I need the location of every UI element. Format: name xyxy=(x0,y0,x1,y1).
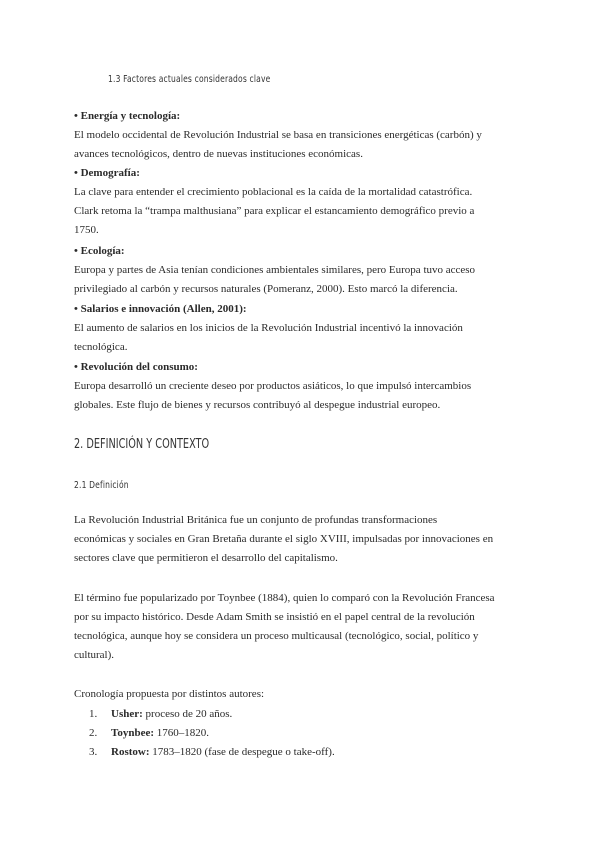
list-author: Usher: xyxy=(111,708,143,720)
paragraph-toynbee xyxy=(74,589,534,665)
text-line: privilegiado al carbón y recursos naturales (Pomeranz, 2000). Esto marcó la diferencia. xyxy=(74,283,458,295)
section-heading-2: 2. DEFINICIÓN Y CONTEXTO xyxy=(74,436,210,452)
list-author: Rostow: xyxy=(111,746,150,758)
bullet-text-salarios xyxy=(74,319,534,357)
chronology-intro: Cronología propuesta por distintos autores: xyxy=(74,688,265,700)
list-item xyxy=(89,724,335,743)
bullet-title-consumo: • Revolución del consumo: xyxy=(74,361,198,373)
text-line: avances tecnológicos, dentro de nuevas instituciones económicas. xyxy=(74,148,363,160)
text-line: económicas y sociales en Gran Bretaña durante el siglo XVIII, impulsadas por innovaciones en xyxy=(74,533,494,545)
list-number: 3. xyxy=(89,746,98,758)
text-line: El aumento de salarios en los inicios de la Revolución Industrial incentivó la innovación xyxy=(74,322,463,334)
section-heading-1-3: 1.3 Factores actuales considerados clave xyxy=(108,74,271,85)
list-item xyxy=(89,743,335,762)
text-line: por su impacto histórico. Desde Adam Smith se insistió en el papel central de la revolución xyxy=(74,611,475,623)
bullet-text-demografia xyxy=(74,183,534,240)
text-line: El modelo occidental de Revolución Industrial se basa en transiciones energéticas (carbón) y xyxy=(74,129,482,141)
text-line: cultural). xyxy=(74,649,115,661)
text-line: Europa y partes de Asia tenían condiciones ambientales similares, pero Europa tuvo acceso xyxy=(74,264,476,276)
text-line: 1750. xyxy=(74,224,99,236)
bullet-title-salarios: • Salarios e innovación (Allen, 2001): xyxy=(74,303,247,315)
list-number: 1. xyxy=(89,708,98,720)
list-author: Toynbee: xyxy=(111,727,154,739)
text-line: La Revolución Industrial Británica fue un conjunto de profundas transformaciones xyxy=(74,514,438,526)
text-line: Clark retoma la “trampa malthusiana” para explicar el estancamiento demográfico previo a xyxy=(74,205,475,217)
bullet-text-energia xyxy=(74,126,534,164)
list-number: 2. xyxy=(89,727,98,739)
chronology-list xyxy=(89,705,335,762)
list-text: 1783–1820 (fase de despegue o take-off). xyxy=(149,746,335,758)
text-line: La clave para entender el crecimiento poblacional es la caída de la mortalidad catastrófica. xyxy=(74,186,473,198)
bullet-text-ecologia xyxy=(74,261,534,299)
bullet-text-consumo xyxy=(74,377,534,415)
text-line: globales. Este flujo de bienes y recursos contribuyó al despegue industrial europeo. xyxy=(74,399,441,411)
text-line: sectores clave que permitieron el desarrollo del capitalismo. xyxy=(74,552,338,564)
bullet-title-ecologia: • Ecología: xyxy=(74,245,125,257)
paragraph-definicion xyxy=(74,511,534,568)
text-line: El término fue popularizado por Toynbee (1884), quien lo comparó con la Revolución Francesa xyxy=(74,592,495,604)
list-item xyxy=(89,705,335,724)
text-line: Europa desarrolló un creciente deseo por productos asiáticos, lo que impulsó intercambios xyxy=(74,380,472,392)
list-text: proceso de 20 años. xyxy=(142,708,233,720)
text-line: tecnológica, aunque hoy se considera un proceso multicausal (tecnológico, social, político y xyxy=(74,630,479,642)
subsection-heading-2-1: 2.1 Definición xyxy=(74,480,129,491)
bullet-title-energia: • Energía y tecnología: xyxy=(74,110,181,122)
list-text: 1760–1820. xyxy=(154,727,209,739)
bullet-title-demografia: • Demografía: xyxy=(74,167,140,179)
text-line: tecnológica. xyxy=(74,341,128,353)
